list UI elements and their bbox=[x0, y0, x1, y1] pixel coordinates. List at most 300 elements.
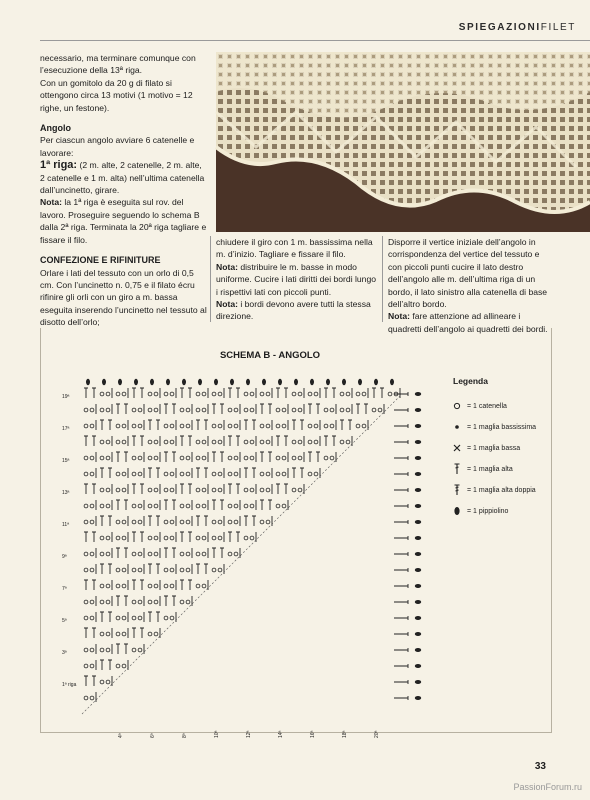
alta-stitch bbox=[188, 436, 192, 446]
angolo-heading: Angolo bbox=[40, 123, 71, 134]
catenella-mark bbox=[170, 440, 174, 444]
catenella-mark bbox=[100, 440, 104, 444]
mid-nota1-label: Nota: bbox=[216, 261, 238, 272]
col-label: 20ª bbox=[374, 730, 380, 738]
right-nota-label: Nota: bbox=[388, 311, 410, 322]
alta-stitch bbox=[196, 468, 200, 478]
legend-item: = 1 pippiolino bbox=[453, 501, 536, 522]
pippiolino-mark bbox=[262, 379, 266, 385]
alta-stitch bbox=[180, 388, 184, 398]
alta-stitch bbox=[236, 532, 240, 542]
catenella-mark bbox=[234, 504, 238, 508]
left-column bbox=[40, 52, 208, 329]
catenella-mark bbox=[186, 472, 190, 476]
catenella-mark bbox=[260, 424, 264, 428]
catenella-mark bbox=[292, 392, 296, 396]
catenella-mark bbox=[90, 696, 94, 700]
alta-stitch bbox=[220, 404, 224, 414]
catenella-mark bbox=[106, 392, 110, 396]
catenella-mark bbox=[164, 616, 168, 620]
catenella-mark bbox=[250, 536, 254, 540]
catenella-mark bbox=[260, 488, 264, 492]
catenella-mark bbox=[106, 632, 110, 636]
catenella-mark bbox=[170, 520, 174, 524]
catenella-mark bbox=[90, 600, 94, 604]
catenella-mark bbox=[266, 424, 270, 428]
col-label: 4ª bbox=[118, 733, 124, 738]
alta-stitch bbox=[164, 404, 168, 414]
alta-stitch bbox=[284, 436, 288, 446]
catenella-mark bbox=[388, 392, 392, 396]
alta-stitch bbox=[124, 404, 128, 414]
alta-stitch bbox=[284, 388, 288, 398]
catenella-mark bbox=[330, 424, 334, 428]
catenella-mark bbox=[84, 504, 88, 508]
alta-stitch bbox=[236, 388, 240, 398]
header-section: SPIEGAZIONI bbox=[458, 22, 541, 33]
catenella-mark bbox=[186, 520, 190, 524]
catenella-mark bbox=[116, 584, 120, 588]
alta-stitch bbox=[132, 436, 136, 446]
alta-stitch bbox=[84, 532, 88, 542]
catenella-mark bbox=[276, 472, 280, 476]
pippiolino-mark bbox=[326, 379, 330, 385]
alta-stitch bbox=[204, 468, 208, 478]
alta-stitch bbox=[124, 596, 128, 606]
pippiolino-mark bbox=[415, 424, 421, 428]
catenella-mark bbox=[180, 408, 184, 412]
catenella-mark bbox=[234, 408, 238, 412]
alta-stitch bbox=[244, 468, 248, 478]
catenella-mark bbox=[170, 568, 174, 572]
alta-stitch bbox=[172, 500, 176, 510]
catenella-mark bbox=[228, 456, 232, 460]
catenella-mark bbox=[244, 488, 248, 492]
alta-stitch bbox=[116, 452, 120, 462]
catenella-mark bbox=[84, 456, 88, 460]
catenella-mark bbox=[196, 408, 200, 412]
catenella-mark bbox=[154, 536, 158, 540]
alta-stitch bbox=[236, 436, 240, 446]
catenella-mark bbox=[106, 440, 110, 444]
alta-stitch bbox=[124, 548, 128, 558]
row-label: 19ª bbox=[62, 394, 70, 400]
alta-stitch bbox=[164, 500, 168, 510]
pippiolino-mark bbox=[310, 379, 314, 385]
catenella-mark bbox=[154, 456, 158, 460]
pippiolino-mark bbox=[415, 536, 421, 540]
alta-stitch bbox=[188, 388, 192, 398]
catenella-mark bbox=[292, 440, 296, 444]
header-sub: FILET bbox=[540, 22, 576, 33]
alta-stitch bbox=[204, 516, 208, 526]
catenella-mark bbox=[228, 472, 232, 476]
alta-stitch-vertical bbox=[394, 536, 408, 540]
catenella-mark bbox=[196, 584, 200, 588]
alta-stitch bbox=[180, 484, 184, 494]
alta-stitch bbox=[212, 500, 216, 510]
alta-stitch bbox=[204, 564, 208, 574]
alta-stitch bbox=[124, 644, 128, 654]
alta-stitch bbox=[276, 484, 280, 494]
alta-stitch bbox=[212, 404, 216, 414]
catenella-mark bbox=[138, 504, 142, 508]
alta-stitch bbox=[308, 404, 312, 414]
alta-stitch bbox=[100, 612, 104, 622]
alta-stitch bbox=[140, 532, 144, 542]
catenella-mark bbox=[260, 440, 264, 444]
catenella-mark bbox=[148, 456, 152, 460]
catenella-mark bbox=[90, 568, 94, 572]
left-para-2: Con un gomitolo da 20 g di filato si ottengono circa 13 motivi (1 motivo = 12 righe, un festone). bbox=[40, 77, 193, 113]
alta-stitch-vertical bbox=[394, 584, 408, 588]
pippiolino-mark bbox=[415, 600, 421, 604]
catenella-mark bbox=[106, 408, 110, 412]
catenella-mark bbox=[196, 536, 200, 540]
catenella-mark bbox=[100, 504, 104, 508]
riga1-label: 1ª riga: bbox=[40, 159, 78, 172]
pippiolino-mark bbox=[182, 379, 186, 385]
alta-stitch-vertical bbox=[394, 488, 408, 492]
catenella-mark bbox=[266, 472, 270, 476]
catenella-mark bbox=[324, 424, 328, 428]
mid-nota2-label: Nota: bbox=[216, 299, 238, 310]
catenella-mark bbox=[282, 504, 286, 508]
alta-stitch bbox=[100, 516, 104, 526]
alta-stitch bbox=[308, 452, 312, 462]
alta-stitch bbox=[116, 500, 120, 510]
catenella-mark bbox=[356, 392, 360, 396]
catenella-mark bbox=[164, 568, 168, 572]
pippiolino-mark bbox=[415, 456, 421, 460]
catenella-mark bbox=[148, 408, 152, 412]
alta-stitch bbox=[92, 676, 96, 686]
catenella-mark bbox=[292, 408, 296, 412]
catenella-mark bbox=[180, 520, 184, 524]
legend-title: Legenda bbox=[453, 376, 488, 386]
catenella-mark bbox=[106, 552, 110, 556]
catenella-mark bbox=[298, 456, 302, 460]
alta-stitch bbox=[132, 532, 136, 542]
row-label: 7ª bbox=[62, 586, 67, 592]
catenella-mark bbox=[170, 584, 174, 588]
catenella-mark bbox=[180, 472, 184, 476]
catenella-mark bbox=[122, 664, 126, 668]
legend-item: = 1 maglia bassissima bbox=[453, 417, 536, 438]
catenella-mark bbox=[356, 424, 360, 428]
catenella-icon bbox=[453, 402, 467, 412]
alta-stitch bbox=[268, 452, 272, 462]
alta-stitch bbox=[156, 468, 160, 478]
catenella-mark bbox=[196, 552, 200, 556]
row-label: 5ª bbox=[62, 618, 67, 624]
catenella-mark bbox=[218, 536, 222, 540]
legend-item: = 1 maglia bassa bbox=[453, 438, 536, 459]
alta-stitch bbox=[100, 468, 104, 478]
row-label: 11ª bbox=[62, 522, 70, 528]
catenella-mark bbox=[308, 440, 312, 444]
catenella-mark bbox=[330, 408, 334, 412]
catenella-mark bbox=[116, 424, 120, 428]
alta-stitch bbox=[276, 436, 280, 446]
catenella-mark bbox=[100, 536, 104, 540]
alta-stitch bbox=[236, 484, 240, 494]
catenella-mark bbox=[202, 536, 206, 540]
catenella-mark bbox=[298, 392, 302, 396]
catenella-mark bbox=[122, 472, 126, 476]
catenella-mark bbox=[244, 392, 248, 396]
alta-stitch bbox=[276, 388, 280, 398]
alta-stitch-vertical bbox=[394, 504, 408, 508]
alta-stitch bbox=[108, 468, 112, 478]
right-column bbox=[388, 236, 548, 335]
pippiolino-mark bbox=[415, 584, 421, 588]
pippiolino-mark bbox=[214, 379, 218, 385]
catenella-mark bbox=[90, 504, 94, 508]
pippiolino-mark bbox=[390, 379, 394, 385]
mid-nota2-text: i bordi devono avere tutti la stessa direzione. bbox=[216, 299, 371, 322]
alta-stitch bbox=[316, 404, 320, 414]
pippiolino-mark bbox=[415, 520, 421, 524]
alta-stitch bbox=[116, 596, 120, 606]
alta-stitch bbox=[172, 404, 176, 414]
pippiolino-mark bbox=[246, 379, 250, 385]
catenella-mark bbox=[116, 664, 120, 668]
catenella-mark bbox=[186, 504, 190, 508]
catenella-mark bbox=[218, 392, 222, 396]
catenella-mark bbox=[122, 520, 126, 524]
catenella-mark bbox=[250, 456, 254, 460]
alta-stitch-vertical bbox=[394, 552, 408, 556]
catenella-mark bbox=[148, 632, 152, 636]
catenella-mark bbox=[308, 392, 312, 396]
catenella-mark bbox=[132, 472, 136, 476]
catenella-mark bbox=[362, 424, 366, 428]
col-label: 18ª bbox=[342, 730, 348, 738]
pippiolino-mark bbox=[278, 379, 282, 385]
catenella-mark bbox=[164, 536, 168, 540]
catenella-mark bbox=[122, 616, 126, 620]
alta-stitch-vertical bbox=[394, 408, 408, 412]
catenella-mark bbox=[266, 488, 270, 492]
catenella-mark bbox=[132, 600, 136, 604]
catenella-mark bbox=[244, 440, 248, 444]
alta-stitch-vertical bbox=[394, 696, 408, 700]
alta-stitch-vertical bbox=[394, 616, 408, 620]
alta-stitch bbox=[228, 388, 232, 398]
catenella-mark bbox=[106, 600, 110, 604]
catenella-mark bbox=[234, 424, 238, 428]
catenella-mark bbox=[244, 408, 248, 412]
catenella-mark bbox=[212, 472, 216, 476]
mid-nota1-text: distribuire le m. basse in modo uniforme. Cucire i lati diritti dei bordi lungo i rispettivi lati con piccoli punti. bbox=[216, 261, 377, 297]
alta-stitch-vertical bbox=[394, 632, 408, 636]
catenella-mark bbox=[138, 456, 142, 460]
alta-stitch bbox=[148, 612, 152, 622]
pippiolino-mark bbox=[415, 616, 421, 620]
catenella-mark bbox=[154, 392, 158, 396]
alta-stitch bbox=[172, 452, 176, 462]
catenella-mark bbox=[84, 520, 88, 524]
pippiolino-mark bbox=[358, 379, 362, 385]
col-label: 14ª bbox=[278, 730, 284, 738]
catenella-mark bbox=[218, 488, 222, 492]
alta-stitch bbox=[148, 516, 152, 526]
col-label: 16ª bbox=[310, 730, 316, 738]
catenella-mark bbox=[298, 488, 302, 492]
left-para-1: necessario, ma terminare comunque con l’esecuzione della 13ª riga. bbox=[40, 53, 196, 76]
catenella-mark bbox=[154, 504, 158, 508]
catenella-mark bbox=[234, 552, 238, 556]
alta-stitch bbox=[212, 548, 216, 558]
alta-stitch bbox=[164, 452, 168, 462]
pippiolino-mark bbox=[415, 632, 421, 636]
alta-stitch bbox=[100, 420, 104, 430]
page-number: 33 bbox=[534, 761, 546, 772]
pippiolino-mark bbox=[415, 552, 421, 556]
alta-stitch bbox=[300, 468, 304, 478]
alta-stitch bbox=[364, 404, 368, 414]
alta-stitch bbox=[196, 564, 200, 574]
catenella-mark bbox=[266, 392, 270, 396]
catenella-mark bbox=[218, 472, 222, 476]
pippiolino-mark bbox=[415, 488, 421, 492]
alta-stitch bbox=[84, 388, 88, 398]
alta-stitch bbox=[196, 516, 200, 526]
catenella-mark bbox=[250, 504, 254, 508]
alta-stitch bbox=[268, 404, 272, 414]
catenella-mark bbox=[180, 504, 184, 508]
alta-stitch bbox=[292, 468, 296, 478]
alta-stitch bbox=[148, 468, 152, 478]
catenella-mark bbox=[314, 440, 318, 444]
pippiolino-mark bbox=[415, 472, 421, 476]
alta-stitch bbox=[148, 564, 152, 574]
alta-stitch bbox=[164, 596, 168, 606]
catenella-mark bbox=[90, 552, 94, 556]
catenella-mark bbox=[164, 488, 168, 492]
alta-stitch bbox=[156, 516, 160, 526]
header-rule bbox=[40, 40, 590, 41]
catenella-mark bbox=[196, 456, 200, 460]
pippiolino-mark bbox=[294, 379, 298, 385]
catenella-mark bbox=[116, 488, 120, 492]
catenella-mark bbox=[180, 552, 184, 556]
angolo-text: Per ciascun angolo avviare 6 catenelle e lavorare: bbox=[40, 135, 195, 158]
catenella-mark bbox=[228, 504, 232, 508]
pippiolino-mark bbox=[150, 379, 154, 385]
right-nota-text: fare attenzione ad allineare i quadretti dell’angolo ai quadretti dei bordi. bbox=[388, 311, 548, 334]
alta-stitch-vertical bbox=[394, 664, 408, 668]
alta-stitch bbox=[172, 596, 176, 606]
catenella-mark bbox=[116, 632, 120, 636]
catenella-mark bbox=[84, 472, 88, 476]
alta-stitch bbox=[252, 420, 256, 430]
catenella-mark bbox=[180, 568, 184, 572]
catenella-mark bbox=[298, 440, 302, 444]
catenella-mark bbox=[314, 392, 318, 396]
alta-stitch bbox=[252, 468, 256, 478]
catenella-mark bbox=[122, 568, 126, 572]
catenella-mark bbox=[138, 472, 142, 476]
catenella-mark bbox=[100, 600, 104, 604]
alta-stitch bbox=[108, 564, 112, 574]
alta-stitch bbox=[92, 388, 96, 398]
catenella-mark bbox=[138, 424, 142, 428]
alta-stitch bbox=[220, 548, 224, 558]
catenella-mark bbox=[170, 424, 174, 428]
pippiolino-mark bbox=[415, 664, 421, 668]
catenella-mark bbox=[212, 488, 216, 492]
catenella-mark bbox=[196, 392, 200, 396]
catenella-mark bbox=[202, 456, 206, 460]
alta-stitch bbox=[108, 660, 112, 670]
catenella-mark bbox=[138, 552, 142, 556]
catenella-mark bbox=[90, 664, 94, 668]
alta-stitch bbox=[92, 580, 96, 590]
alta-stitch bbox=[324, 436, 328, 446]
catenella-mark bbox=[132, 648, 136, 652]
catenella-mark bbox=[266, 440, 270, 444]
catenella-mark bbox=[148, 552, 152, 556]
catenella-mark bbox=[106, 536, 110, 540]
catenella-mark bbox=[90, 408, 94, 412]
catenella-mark bbox=[148, 440, 152, 444]
row-label: 1ª riga bbox=[62, 682, 77, 688]
alta-stitch-vertical bbox=[394, 648, 408, 652]
catenella-mark bbox=[202, 504, 206, 508]
catenella-mark bbox=[132, 504, 136, 508]
catenella-mark bbox=[378, 408, 382, 412]
catenella-mark bbox=[212, 424, 216, 428]
catenella-mark bbox=[116, 472, 120, 476]
col-label: 12ª bbox=[246, 730, 252, 738]
catenella-mark bbox=[90, 424, 94, 428]
catenella-mark bbox=[122, 584, 126, 588]
alta-stitch bbox=[84, 484, 88, 494]
alta-stitch bbox=[180, 436, 184, 446]
catenella-mark bbox=[244, 536, 248, 540]
catenella-mark bbox=[186, 552, 190, 556]
alta-stitch bbox=[132, 580, 136, 590]
catenella-mark bbox=[164, 440, 168, 444]
catenella-mark bbox=[116, 440, 120, 444]
catenella-mark bbox=[340, 408, 344, 412]
catenella-mark bbox=[234, 456, 238, 460]
alta-stitch bbox=[260, 452, 264, 462]
catenella-mark bbox=[90, 520, 94, 524]
catenella-mark bbox=[244, 456, 248, 460]
pippiolino-mark bbox=[415, 648, 421, 652]
catenella-mark bbox=[148, 536, 152, 540]
pippiolino-mark bbox=[134, 379, 138, 385]
nota-label: Nota: bbox=[40, 197, 62, 208]
bassissima-icon bbox=[453, 423, 467, 433]
catenella-mark bbox=[132, 568, 136, 572]
pippiolino-icon bbox=[453, 506, 467, 518]
catenella-mark bbox=[314, 472, 318, 476]
alta-stitch bbox=[188, 532, 192, 542]
catenella-mark bbox=[154, 584, 158, 588]
pippiolino-mark bbox=[415, 568, 421, 572]
catenella-mark bbox=[100, 632, 104, 636]
alta-stitch bbox=[92, 628, 96, 638]
catenella-mark bbox=[282, 408, 286, 412]
alta-stitch bbox=[204, 420, 208, 430]
legend-item: = 1 catenella bbox=[453, 396, 536, 417]
catenella-mark bbox=[132, 616, 136, 620]
alta-stitch bbox=[156, 612, 160, 622]
